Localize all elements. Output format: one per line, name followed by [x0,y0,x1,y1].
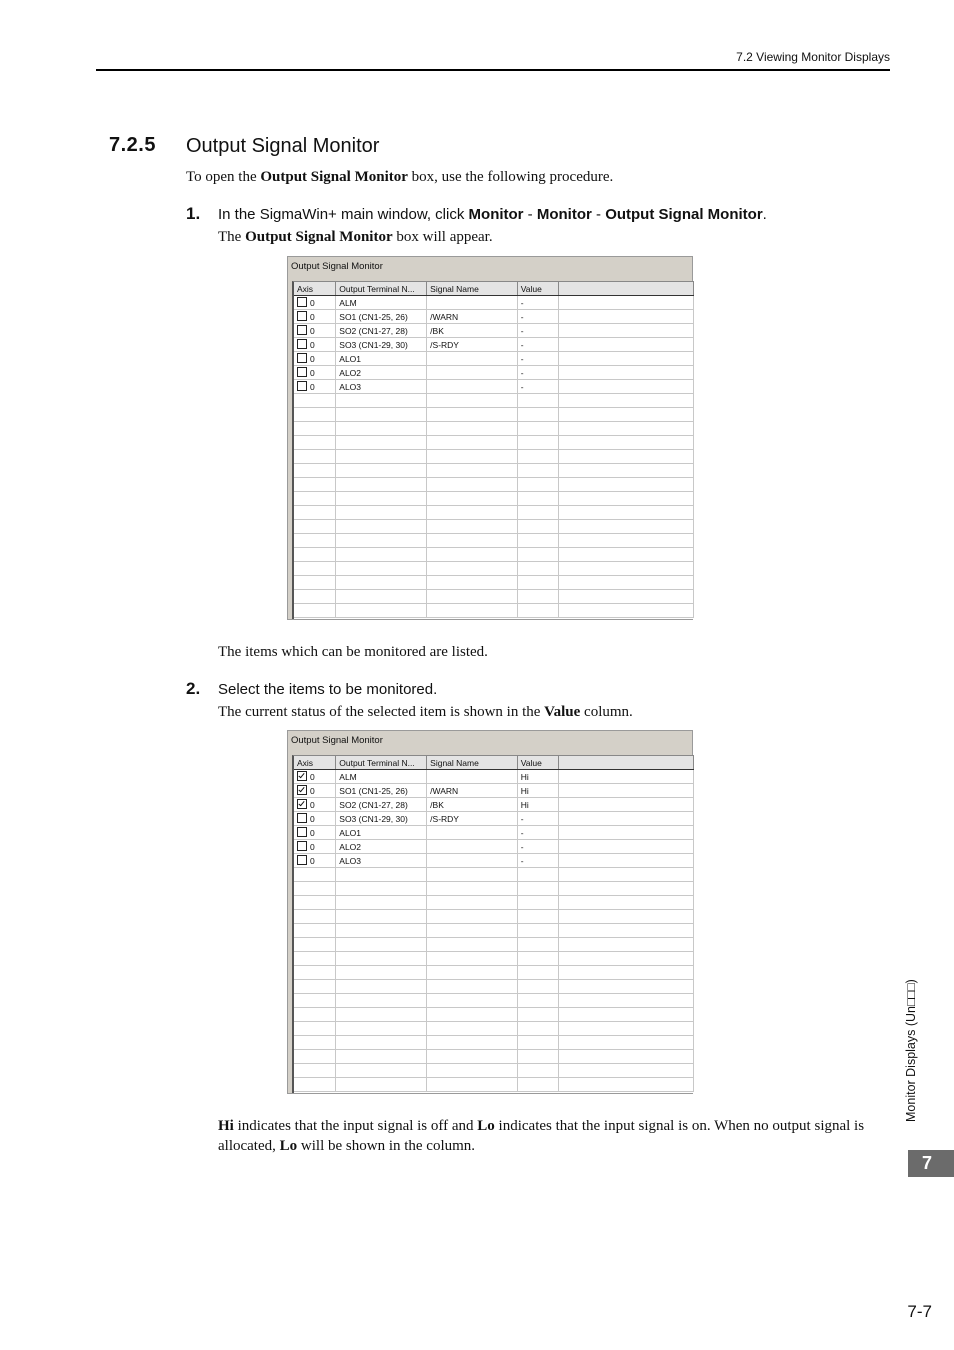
empty-cell [558,296,693,310]
signal-name-cell [427,366,518,380]
caption-1: The items which can be monitored are listed. [218,644,488,660]
section-title: Output Signal Monitor [186,135,380,157]
step-2-number: 2. [186,679,201,698]
running-header: 7.2 Viewing Monitor Displays [736,50,890,64]
empty-table-row [294,1008,694,1022]
row-checkbox[interactable] [297,297,307,307]
empty-table-row [294,882,694,896]
empty-table-row [294,436,694,450]
empty-table-row [294,980,694,994]
empty-cell [558,784,693,798]
axis-cell[interactable] [294,840,336,854]
empty-table-row [294,590,694,604]
column-header-axis[interactable]: Axis [294,282,336,296]
axis-value: 0 [310,312,315,322]
signal-name-cell [427,826,518,840]
axis-cell[interactable] [294,310,336,324]
signal-name-cell [427,770,518,784]
axis-cell[interactable] [294,338,336,352]
table-row[interactable] [294,352,694,366]
empty-cell [558,770,693,784]
terminal-cell: ALO3 [336,380,427,394]
terminal-cell: SO1 (CN1-25, 26) [336,310,427,324]
signal-name-cell: /BK [427,324,518,338]
signal-grid[interactable] [292,281,694,619]
value-cell: - [517,380,558,394]
value-cell: - [517,338,558,352]
empty-cell [558,310,693,324]
chapter-tab: 7 [908,1150,954,1177]
axis-value: 0 [310,800,315,810]
signal-name-cell: /S-RDY [427,812,518,826]
terminal-cell: SO3 (CN1-29, 30) [336,338,427,352]
empty-table-row [294,506,694,520]
column-header-empty [558,756,693,770]
terminal-cell: ALO2 [336,840,427,854]
value-cell: - [517,854,558,868]
value-cell: Hi [517,784,558,798]
intro-paragraph: To open the Output Signal Monitor box, use the following procedure. [186,169,614,185]
step-1-number: 1. [186,204,201,223]
chapter-side-label: Monitor Displays (Un□□□) [904,979,918,1122]
empty-table-row [294,408,694,422]
table-row[interactable] [294,296,694,310]
axis-value: 0 [310,354,315,364]
terminal-cell: ALO1 [336,826,427,840]
empty-table-row [294,520,694,534]
dialog-title: Output Signal Monitor [291,261,383,272]
row-checkbox[interactable] [297,771,307,781]
terminal-cell: ALO2 [336,366,427,380]
terminal-cell: SO1 (CN1-25, 26) [336,784,427,798]
terminal-cell: SO2 (CN1-27, 28) [336,324,427,338]
row-checkbox[interactable] [297,841,307,851]
terminal-cell: SO3 (CN1-29, 30) [336,812,427,826]
table-row[interactable] [294,812,694,826]
step-1-text: In the SigmaWin+ main window, click Monitor - Monitor - Output Signal Monitor. [218,206,767,223]
value-cell: Hi [517,770,558,784]
empty-table-row [294,478,694,492]
table-row[interactable] [294,826,694,840]
table-row[interactable] [294,854,694,868]
empty-cell [558,840,693,854]
empty-table-row [294,952,694,966]
empty-table-row [294,450,694,464]
axis-cell[interactable] [294,296,336,310]
axis-value: 0 [310,326,315,336]
value-cell: - [517,310,558,324]
empty-table-row [294,994,694,1008]
axis-value: 0 [310,340,315,350]
terminal-cell: ALO3 [336,854,427,868]
row-checkbox[interactable] [297,325,307,335]
signal-name-cell [427,854,518,868]
value-cell: - [517,826,558,840]
empty-cell [558,352,693,366]
empty-table-row [294,576,694,590]
table-row[interactable] [294,366,694,380]
row-checkbox[interactable] [297,367,307,377]
signal-name-cell [427,296,518,310]
value-cell: - [517,840,558,854]
empty-cell [558,324,693,338]
row-checkbox[interactable] [297,381,307,391]
axis-cell[interactable] [294,812,336,826]
empty-table-row [294,910,694,924]
empty-table-row [294,422,694,436]
empty-table-row [294,868,694,882]
value-cell: - [517,296,558,310]
step-2-result: The current status of the selected item is shown in the Value column. [218,704,633,720]
empty-cell [558,812,693,826]
axis-cell[interactable] [294,798,336,812]
header-rule [96,69,890,71]
column-header-terminal[interactable]: Output Terminal N... [336,756,427,770]
signal-name-cell: /BK [427,798,518,812]
empty-cell [558,854,693,868]
empty-table-row [294,1022,694,1036]
output-signal-monitor-dialog-1 [287,256,693,620]
empty-cell [558,380,693,394]
empty-table-row [294,1064,694,1078]
axis-value: 0 [310,298,315,308]
empty-cell [558,826,693,840]
empty-table-row [294,464,694,478]
column-header-axis[interactable]: Axis [294,756,336,770]
terminal-cell: ALO1 [336,352,427,366]
output-signal-monitor-dialog-2 [287,730,693,1094]
column-header-value[interactable]: Value [517,282,558,296]
empty-table-row [294,1036,694,1050]
axis-cell[interactable] [294,352,336,366]
value-cell: - [517,812,558,826]
axis-value: 0 [310,368,315,378]
row-checkbox[interactable] [297,813,307,823]
terminal-cell: ALM [336,296,427,310]
value-cell: - [517,324,558,338]
empty-table-row [294,394,694,408]
value-cell: - [517,352,558,366]
table-row[interactable] [294,784,694,798]
empty-cell [558,798,693,812]
axis-cell[interactable] [294,380,336,394]
signal-name-cell [427,380,518,394]
empty-cell [558,338,693,352]
column-header-value[interactable]: Value [517,756,558,770]
axis-cell[interactable] [294,854,336,868]
row-checkbox[interactable] [297,339,307,349]
axis-cell[interactable] [294,770,336,784]
row-checkbox[interactable] [297,799,307,809]
empty-cell [558,366,693,380]
section-number: 7.2.5 [109,134,156,156]
empty-table-row [294,1078,694,1092]
axis-value: 0 [310,828,315,838]
empty-table-row [294,924,694,938]
axis-cell[interactable] [294,784,336,798]
signal-name-cell: /S-RDY [427,338,518,352]
axis-value: 0 [310,842,315,852]
table-row[interactable] [294,324,694,338]
signal-name-cell: /WARN [427,784,518,798]
table-row[interactable] [294,338,694,352]
dialog-title: Output Signal Monitor [291,735,383,746]
axis-cell[interactable] [294,324,336,338]
column-header-signal-name[interactable]: Signal Name [427,282,518,296]
empty-table-row [294,562,694,576]
signal-table [294,282,694,618]
step-1-result: The Output Signal Monitor box will appear. [218,229,493,245]
row-checkbox[interactable] [297,311,307,321]
row-checkbox[interactable] [297,785,307,795]
table-row[interactable] [294,770,694,784]
value-cell: - [517,366,558,380]
table-row[interactable] [294,380,694,394]
axis-value: 0 [310,772,315,782]
axis-value: 0 [310,382,315,392]
terminal-cell: SO2 (CN1-27, 28) [336,798,427,812]
table-row[interactable] [294,840,694,854]
axis-cell[interactable] [294,366,336,380]
empty-table-row [294,896,694,910]
step-2-text: Select the items to be monitored. [218,681,438,698]
empty-table-row [294,604,694,618]
axis-value: 0 [310,814,315,824]
empty-table-row [294,938,694,952]
signal-table [294,756,694,1092]
note-paragraph: Hi indicates that the input signal is off and Lo indicates that the input signal is on. When no output signal is allocated, Lo will be shown in the column. [218,1118,865,1154]
page-number: 7-7 [907,1302,932,1321]
terminal-cell: ALM [336,770,427,784]
signal-name-cell: /WARN [427,310,518,324]
empty-table-row [294,548,694,562]
row-checkbox[interactable] [297,353,307,363]
axis-value: 0 [310,856,315,866]
column-header-signal-name[interactable]: Signal Name [427,756,518,770]
empty-table-row [294,1050,694,1064]
column-header-terminal[interactable]: Output Terminal N... [336,282,427,296]
row-checkbox[interactable] [297,855,307,865]
empty-table-row [294,966,694,980]
axis-cell[interactable] [294,826,336,840]
value-cell: Hi [517,798,558,812]
table-row[interactable] [294,310,694,324]
column-header-empty [558,282,693,296]
signal-name-cell [427,840,518,854]
empty-table-row [294,492,694,506]
row-checkbox[interactable] [297,827,307,837]
axis-value: 0 [310,786,315,796]
empty-table-row [294,534,694,548]
signal-name-cell [427,352,518,366]
table-row[interactable] [294,798,694,812]
signal-grid[interactable] [292,755,694,1093]
